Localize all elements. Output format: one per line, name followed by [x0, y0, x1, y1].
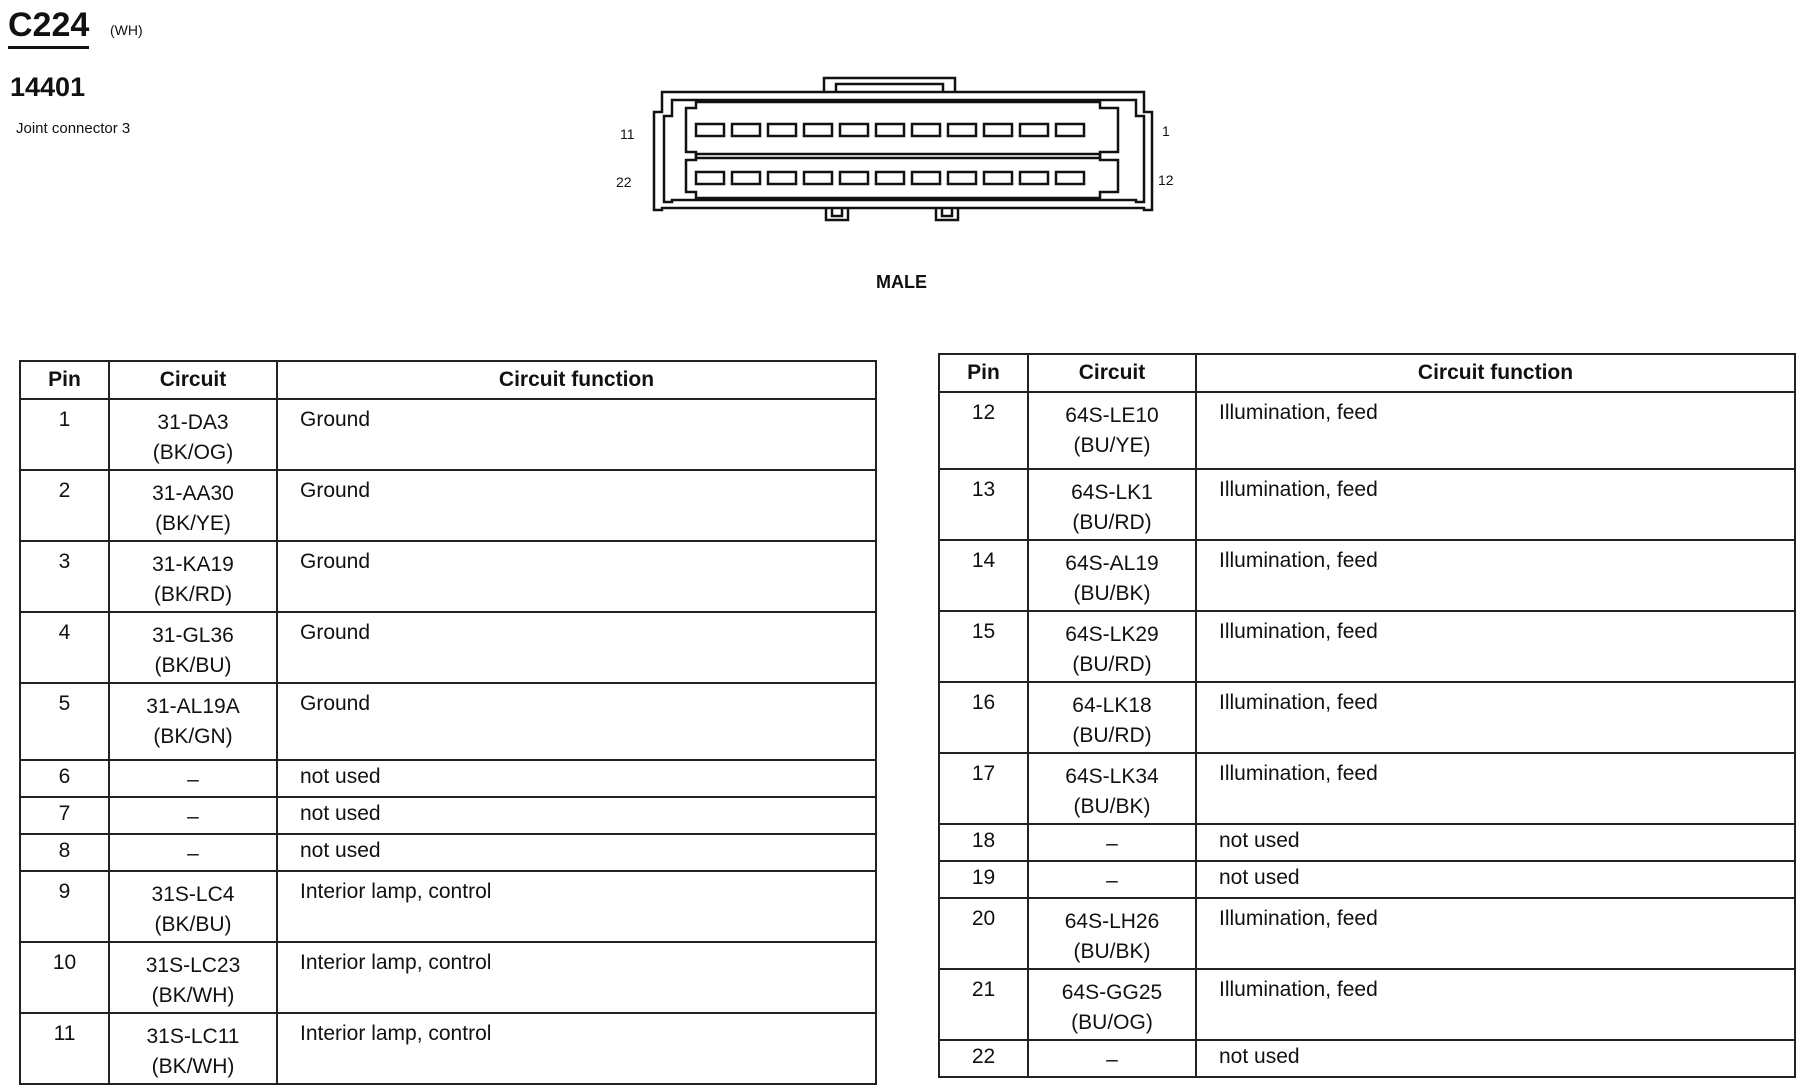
circuit-cell — [1028, 969, 1196, 1040]
column-header-pin: Pin — [20, 361, 109, 399]
circuit-id: 64-LK18 — [1072, 694, 1152, 717]
circuit-cell — [109, 942, 277, 1013]
circuit-cell — [109, 1013, 277, 1084]
circuit-cell — [1028, 824, 1196, 861]
table-row — [20, 612, 876, 683]
pin-label-22: 22 — [616, 174, 632, 190]
wire-color: (BU/BK) — [1073, 582, 1151, 605]
pin-label-1: 1 — [1162, 123, 1170, 139]
pin-number: 3 — [20, 541, 109, 612]
connector-housing-outer — [654, 92, 1152, 210]
circuit-function: Interior lamp, control — [277, 1013, 876, 1084]
circuit-cell — [109, 541, 277, 612]
circuit-function: Illumination, feed — [1196, 611, 1795, 682]
circuit-function: Illumination, feed — [1196, 753, 1795, 824]
circuit-function: not used — [277, 834, 876, 871]
connector-gender-label: MALE — [876, 272, 927, 292]
wire-color: (BK/WH) — [151, 984, 235, 1007]
table-row — [20, 541, 876, 612]
column-header-function: Circuit function — [277, 361, 876, 399]
circuit-function: Illumination, feed — [1196, 969, 1795, 1040]
circuit-cell — [1028, 898, 1196, 969]
wire-color: (BK/OG) — [152, 441, 234, 464]
pin-number: 12 — [939, 392, 1028, 469]
table-row — [20, 797, 876, 834]
table-row — [939, 392, 1795, 469]
wire-color: (BU/RD) — [1072, 653, 1152, 676]
wire-color: (BU/BK) — [1073, 795, 1151, 818]
pin-number: 1 — [20, 399, 109, 470]
circuit-id: 64S-LH26 — [1064, 910, 1160, 933]
pin-number: 9 — [20, 871, 109, 942]
wire-color: (BK/GN) — [153, 725, 233, 748]
connector-row-top — [686, 102, 1118, 158]
table-row — [20, 834, 876, 871]
circuit-cell — [109, 760, 277, 797]
pin-number: 5 — [20, 683, 109, 760]
connector-tab-bottom-right — [936, 208, 958, 220]
pin-number: 13 — [939, 469, 1028, 540]
pin-number: 20 — [939, 898, 1028, 969]
column-header-circuit: Circuit — [109, 361, 277, 399]
column-header-pin: Pin — [939, 354, 1028, 392]
circuit-cell — [1028, 611, 1196, 682]
circuit-function: Interior lamp, control — [277, 942, 876, 1013]
pin-number: 4 — [20, 612, 109, 683]
circuit-id: – — [187, 805, 199, 828]
pin-number: 6 — [20, 760, 109, 797]
pin-number: 17 — [939, 753, 1028, 824]
pin-number: 19 — [939, 861, 1028, 898]
circuit-cell — [1028, 469, 1196, 540]
connector-color: (WH) — [110, 22, 143, 38]
circuit-id: – — [1106, 1048, 1118, 1071]
connector-description: Joint connector 3 — [16, 120, 131, 137]
wire-color: (BK/BU) — [154, 913, 232, 936]
pin-cavities-top-row — [696, 124, 1084, 136]
circuit-function: not used — [1196, 1040, 1795, 1077]
part-number: 14401 — [10, 72, 86, 102]
circuit-id: – — [1106, 832, 1118, 855]
pin-number: 7 — [20, 797, 109, 834]
table-row — [20, 470, 876, 541]
pin-label-12: 12 — [1158, 172, 1174, 188]
pin-number: 14 — [939, 540, 1028, 611]
column-header-function: Circuit function — [1196, 354, 1795, 392]
pin-table-left — [19, 360, 877, 1085]
circuit-function: Illumination, feed — [1196, 898, 1795, 969]
circuit-cell — [1028, 1040, 1196, 1077]
column-header-circuit: Circuit — [1028, 354, 1196, 392]
circuit-id: – — [187, 768, 199, 791]
table-row — [20, 683, 876, 760]
table-row — [939, 1040, 1795, 1077]
circuit-cell — [109, 797, 277, 834]
table-row — [20, 942, 876, 1013]
table-row — [939, 682, 1795, 753]
circuit-id: 64S-LK34 — [1065, 765, 1159, 788]
circuit-cell — [1028, 861, 1196, 898]
circuit-id: 64S-LK1 — [1071, 481, 1153, 504]
circuit-id: 31S-LC11 — [146, 1025, 240, 1048]
circuit-id: 31S-LC4 — [151, 883, 235, 906]
wire-color: (BK/RD) — [153, 583, 233, 606]
circuit-function: Ground — [277, 399, 876, 470]
circuit-function: Illumination, feed — [1196, 392, 1795, 469]
connector-row-bottom — [686, 154, 1118, 198]
wire-color: (BU/RD) — [1072, 511, 1152, 534]
circuit-id: 31S-LC23 — [145, 954, 241, 977]
table-row — [939, 540, 1795, 611]
table-row — [939, 969, 1795, 1040]
wire-color: (BU/RD) — [1072, 724, 1152, 747]
table-row — [939, 861, 1795, 898]
pin-number: 8 — [20, 834, 109, 871]
table-row — [939, 469, 1795, 540]
connector-housing-inner — [664, 100, 1144, 202]
wire-color: (BK/BU) — [154, 654, 232, 677]
circuit-id: 31-DA3 — [157, 411, 229, 434]
circuit-id: 31-AL19A — [146, 695, 240, 718]
pin-number: 18 — [939, 824, 1028, 861]
table-row — [939, 753, 1795, 824]
pin-number: 22 — [939, 1040, 1028, 1077]
pin-label-11: 11 — [620, 126, 635, 142]
circuit-cell — [1028, 753, 1196, 824]
circuit-cell — [1028, 392, 1196, 469]
circuit-function: not used — [277, 760, 876, 797]
circuit-function: Illumination, feed — [1196, 682, 1795, 753]
circuit-cell — [109, 399, 277, 470]
connector-tab-bottom-left — [826, 208, 848, 220]
wire-color: (BK/WH) — [151, 1055, 235, 1078]
pin-number: 10 — [20, 942, 109, 1013]
table-row — [20, 399, 876, 470]
pin-number: 16 — [939, 682, 1028, 753]
circuit-id: 64S-GG25 — [1061, 981, 1163, 1004]
wire-color: (BK/YE) — [155, 512, 231, 535]
wire-color: (BU/YE) — [1073, 434, 1151, 457]
circuit-function: Ground — [277, 612, 876, 683]
circuit-cell — [109, 612, 277, 683]
wire-color: (BU/OG) — [1071, 1011, 1153, 1034]
circuit-function: not used — [277, 797, 876, 834]
circuit-id: – — [187, 842, 199, 865]
circuit-cell — [109, 834, 277, 871]
pin-number: 15 — [939, 611, 1028, 682]
circuit-id: 31-AA30 — [152, 482, 234, 505]
circuit-cell — [109, 683, 277, 760]
circuit-id: 64S-LE10 — [1065, 404, 1159, 427]
table-row — [939, 898, 1795, 969]
circuit-id: 64S-AL19 — [1065, 552, 1159, 575]
table-row — [20, 871, 876, 942]
table-row — [20, 760, 876, 797]
wire-color: (BU/BK) — [1073, 940, 1151, 963]
connector-face-diagram — [600, 70, 1180, 230]
circuit-function: not used — [1196, 824, 1795, 861]
circuit-function: Ground — [277, 683, 876, 760]
circuit-function: Illumination, feed — [1196, 540, 1795, 611]
circuit-function: Illumination, feed — [1196, 469, 1795, 540]
pin-number: 21 — [939, 969, 1028, 1040]
pin-number: 2 — [20, 470, 109, 541]
circuit-function: Ground — [277, 470, 876, 541]
circuit-id: 31-KA19 — [152, 553, 234, 576]
table-row — [939, 611, 1795, 682]
circuit-cell — [1028, 540, 1196, 611]
pin-table-right — [938, 353, 1796, 1078]
pin-cavities-bottom-row — [696, 172, 1084, 184]
circuit-cell — [109, 871, 277, 942]
circuit-function: not used — [1196, 861, 1795, 898]
pin-number: 11 — [20, 1013, 109, 1084]
table-row — [20, 1013, 876, 1084]
circuit-cell — [1028, 682, 1196, 753]
circuit-function: Ground — [277, 541, 876, 612]
circuit-id: 64S-LK29 — [1065, 623, 1159, 646]
table-row — [939, 824, 1795, 861]
connector-code: C224 — [8, 6, 89, 49]
circuit-cell — [109, 470, 277, 541]
circuit-id: – — [1106, 869, 1118, 892]
circuit-function: Interior lamp, control — [277, 871, 876, 942]
circuit-id: 31-GL36 — [152, 624, 234, 647]
